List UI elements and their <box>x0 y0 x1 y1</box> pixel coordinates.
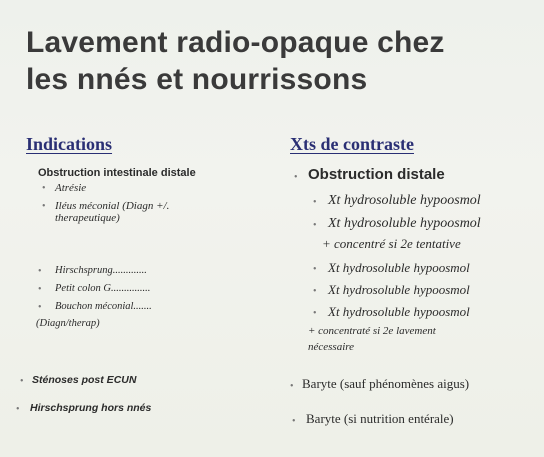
left-hirsch: Hirschsprung............. <box>55 265 147 276</box>
bullet-icon: • <box>313 264 317 275</box>
bullet-icon: • <box>20 376 24 387</box>
right-x2b: + concentré si 2e tentative <box>322 236 461 251</box>
contraste-heading: Xts de contraste <box>290 134 414 154</box>
title-line-1: Lavement radio-opaque chez <box>26 26 445 59</box>
right-baryte2: Baryte (si nutrition entérale) <box>306 411 454 426</box>
bullet-icon: • <box>313 220 317 231</box>
bullet-icon: • <box>292 416 296 427</box>
bullet-icon: • <box>313 308 317 319</box>
right-x6: + concentraté si 2e lavement <box>308 325 436 337</box>
bullet-icon: • <box>38 302 42 313</box>
left-obstruction: Obstruction intestinale distale <box>38 167 196 179</box>
left-diagn: (Diagn/therap) <box>36 318 100 329</box>
left-stenoses: Sténoses post ECUN <box>32 374 137 386</box>
right-x5: Xt hydrosoluble hypoosmol <box>328 304 470 319</box>
bullet-icon: • <box>313 197 317 208</box>
right-x4: Xt hydrosoluble hypoosmol <box>328 282 470 297</box>
bullet-icon: • <box>38 284 42 295</box>
slide-title <box>26 24 536 98</box>
left-ileus-line1: Iléus méconial (Diagn +/. <box>55 200 170 212</box>
right-x2: Xt hydrosoluble hypoosmol <box>328 216 481 231</box>
right-obstruction: Obstruction distale <box>308 166 445 183</box>
left-atresie: Atrésie <box>55 182 87 194</box>
bullet-icon: • <box>294 172 298 183</box>
right-x1: Xt hydrosoluble hypoosmol <box>328 193 481 208</box>
bullet-icon: • <box>313 286 317 297</box>
indications-heading: Indications <box>26 134 113 154</box>
right-baryte1: Baryte (sauf phénomènes aigus) <box>302 376 470 391</box>
bullet-icon: • <box>38 266 42 277</box>
left-hirsch-hors: Hirschsprung hors nnés <box>30 402 152 414</box>
left-bouchon: Bouchon méconial....... <box>55 301 152 312</box>
bullet-icon: • <box>42 201 46 212</box>
left-ileus-line2: therapeutique) <box>55 212 120 224</box>
bullet-icon: • <box>16 404 20 415</box>
title-line-2: les nnés et nourrissons <box>26 63 368 96</box>
right-x6b: nécessaire <box>308 341 355 353</box>
bullet-icon: • <box>42 183 46 194</box>
bullet-icon: • <box>290 381 294 392</box>
left-ileus <box>55 200 169 224</box>
right-x3: Xt hydrosoluble hypoosmol <box>328 260 470 275</box>
left-petit-colon: Petit colon G............... <box>55 283 151 294</box>
